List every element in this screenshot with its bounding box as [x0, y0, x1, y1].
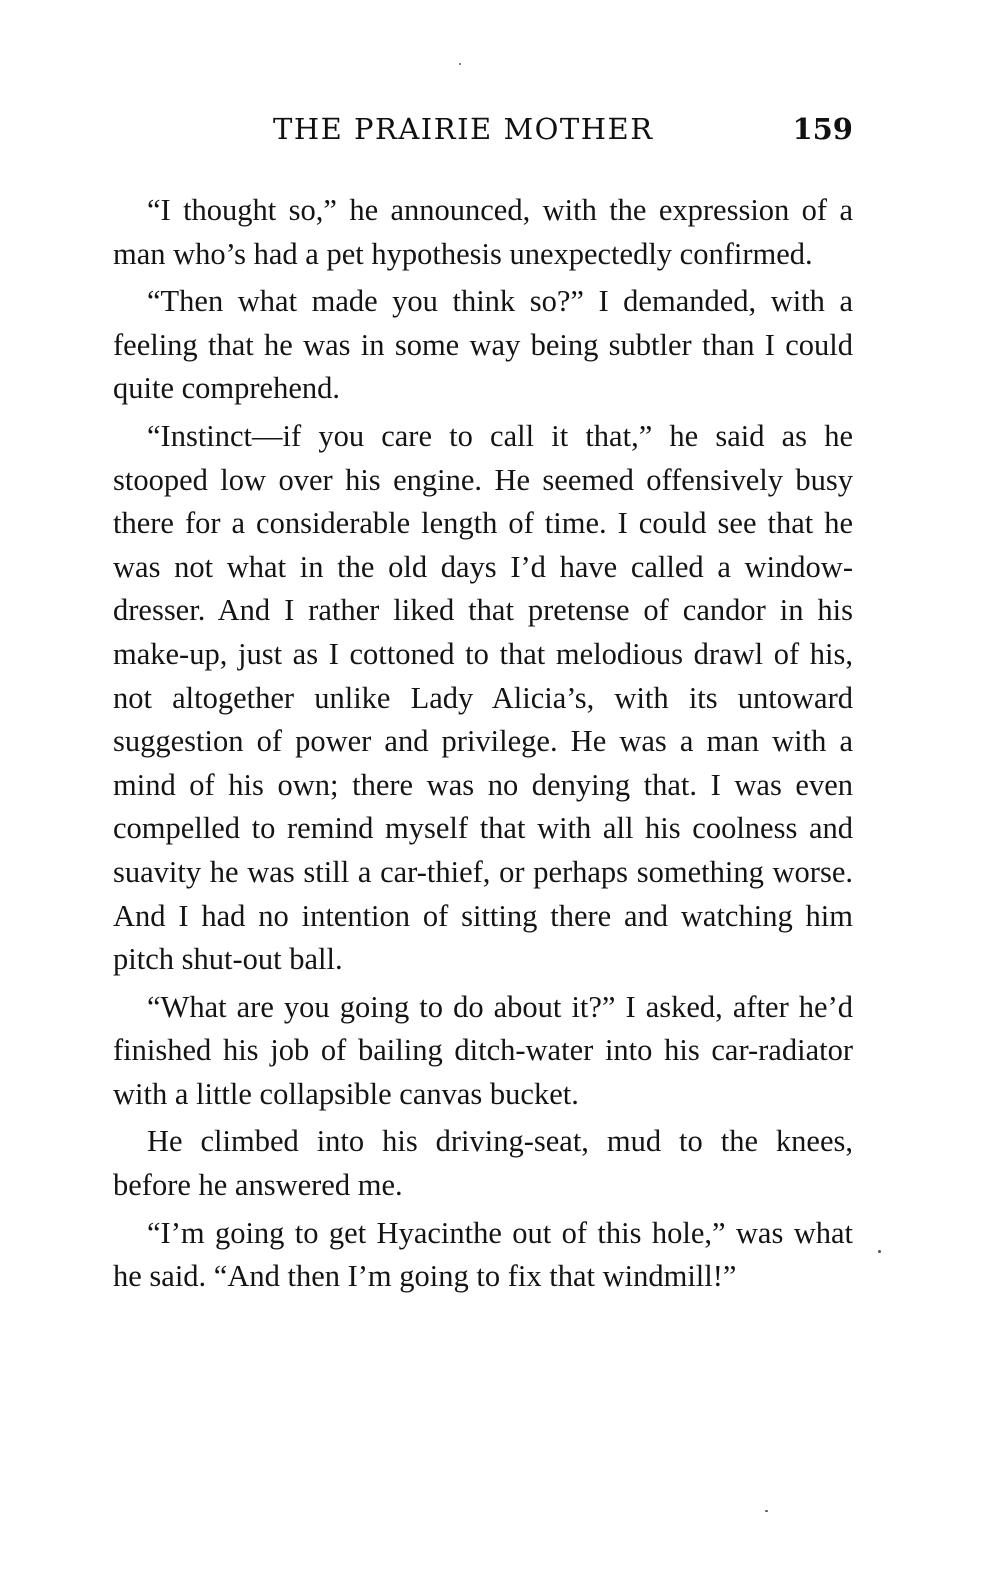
page-number: 159	[792, 112, 853, 146]
paragraph: “I thought so,” he announced, with the expression of a man who’s had a pet hypothesis unexpectedly confirmed.	[113, 193, 853, 271]
paragraph: He climbed into his driving-seat, mud to the knees, before he answered me.	[113, 1124, 853, 1203]
body-text	[113, 189, 853, 1299]
paragraph: “What are you going to do about it?” I asked, after he’d finished his job of bailing ditch-water into his car-radiator with a little collapsible canvas bucket.	[113, 989, 853, 1111]
scan-speck	[878, 1250, 881, 1253]
running-head	[113, 112, 853, 156]
scan-speck	[765, 1510, 768, 1512]
paragraph: “Instinct—if you care to call it that,” he said as he stooped low over his engine. He seemed offensively busy there for a considerable length of time. I could see that he was not what in the old days I’d have called a window-dresser. And I rather liked that pretense of candor in his make-up, just as I cottoned to that melodious drawl of his, not altogether unlike Lady Alicia’s, with its untoward suggestion of power and privilege. He was a man with a mind of his own; there was no denying that. I was even compelled to remind myself that with all his coolness and suavity he was still a car-thief, or perhaps something worse. And I had no intention of sitting there and watching him pitch shut-out ball.	[113, 418, 853, 977]
paragraph: “Then what made you think so?” I demanded, with a feeling that he was in some way being subtler than I could quite comprehend.	[113, 284, 853, 406]
running-title: THE PRAIRIE MOTHER	[273, 112, 654, 146]
paragraph: “I’m going to get Hyacinthe out of this hole,” was what he said. “And then I’m going to fix that windmill!”	[113, 1215, 853, 1294]
scan-speck	[459, 63, 461, 65]
